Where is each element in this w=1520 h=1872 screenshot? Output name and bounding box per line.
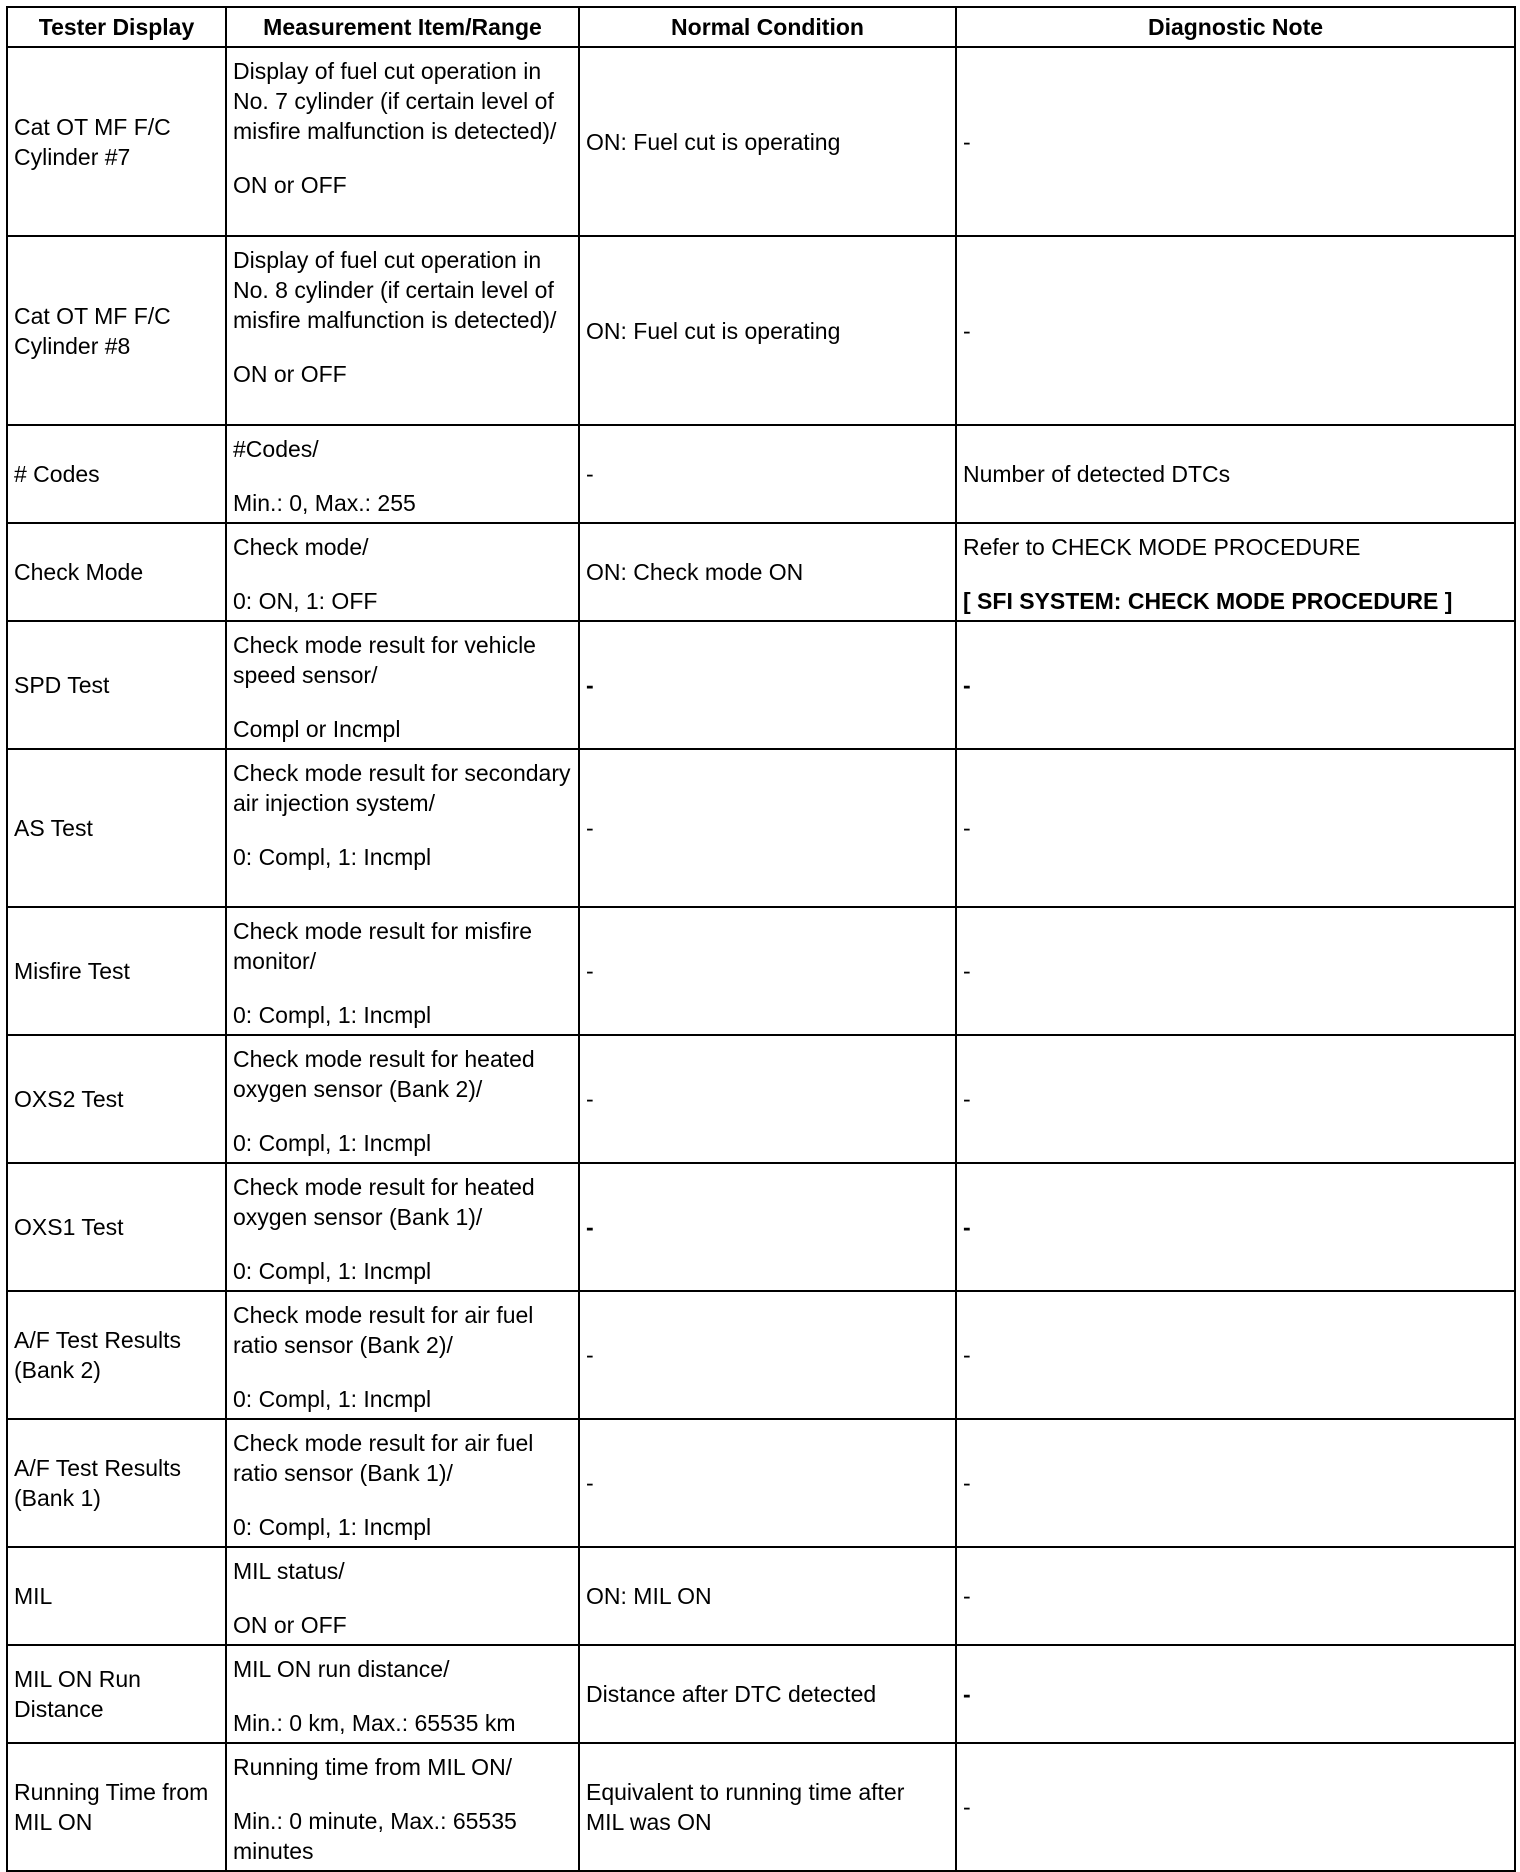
table-row [7,1419,1515,1547]
measurement-cell [226,1743,579,1871]
table-row [7,1163,1515,1291]
normal-condition-cell: - [579,1035,956,1163]
diagnostic-note-text: Refer to CHECK MODE PROCEDURE [963,534,1361,560]
diagnostic-note-cell: - [956,749,1515,907]
measurement-item: Check mode result for heated oxygen sensor (Bank 2)/ [233,1046,535,1102]
measurement-cell [226,1645,579,1743]
table-row [7,621,1515,749]
measurement-cell [226,425,579,523]
table-row [7,1291,1515,1419]
measurement-range: Compl or Incmpl [233,716,401,742]
table-row [7,907,1515,1035]
diagnostic-note-cell: - [956,236,1515,425]
measurement-item: MIL status/ [233,1558,345,1584]
tester-display-cell: MIL [7,1547,226,1645]
measurement-item: Display of fuel cut operation in No. 7 cylinder (if certain level of misfire malfunction is detected)/ [233,58,557,144]
measurement-range: 0: Compl, 1: Incmpl [233,1386,432,1412]
check-mode-procedure-link[interactable]: [ SFI SYSTEM: CHECK MODE PROCEDURE ] [963,588,1453,614]
measurement-range: 0: Compl, 1: Incmpl [233,1258,432,1284]
table-row [7,523,1515,621]
measurement-cell [226,523,579,621]
measurement-cell [226,1291,579,1419]
normal-condition-cell: - [579,749,956,907]
normal-condition-cell: - [579,1291,956,1419]
normal-condition-cell: Distance after DTC detected [579,1645,956,1743]
measurement-cell [226,1547,579,1645]
table-row [7,1547,1515,1645]
measurement-cell [226,1419,579,1547]
measurement-range: Min.: 0 minute, Max.: 65535 minutes [233,1808,517,1864]
measurement-cell [226,236,579,425]
diagnostic-note-cell [956,523,1515,621]
tester-display-cell: A/F Test Results (Bank 1) [7,1419,226,1547]
normal-condition-cell: - [579,621,956,749]
table-row [7,425,1515,523]
column-header-diagnostic-note: Diagnostic Note [956,7,1515,47]
tester-display-cell: Misfire Test [7,907,226,1035]
measurement-item: #Codes/ [233,436,319,462]
diagnostic-note-cell: - [956,1419,1515,1547]
table-row [7,47,1515,236]
measurement-range: ON or OFF [233,1612,347,1638]
tester-display-cell: A/F Test Results (Bank 2) [7,1291,226,1419]
normal-condition-cell: Equivalent to running time after MIL was ON [579,1743,956,1871]
tester-display-cell: MIL ON Run Distance [7,1645,226,1743]
measurement-range: 0: Compl, 1: Incmpl [233,1002,432,1028]
table-row [7,1035,1515,1163]
diagnostic-note-cell: - [956,1645,1515,1743]
measurement-item: MIL ON run distance/ [233,1656,450,1682]
measurement-range: 0: ON, 1: OFF [233,588,378,614]
tester-display-cell: # Codes [7,425,226,523]
column-header-tester-display: Tester Display [7,7,226,47]
column-header-normal-condition: Normal Condition [579,7,956,47]
diagnostic-note-cell: - [956,1547,1515,1645]
normal-condition-cell: - [579,907,956,1035]
measurement-range: ON or OFF [233,172,347,198]
normal-condition-cell: - [579,425,956,523]
diagnostic-note-cell: - [956,1743,1515,1871]
measurement-range: 0: Compl, 1: Incmpl [233,1130,432,1156]
table-row [7,1645,1515,1743]
table-row [7,236,1515,425]
measurement-range: Min.: 0 km, Max.: 65535 km [233,1710,516,1736]
diagnostic-note-cell: - [956,621,1515,749]
normal-condition-cell: - [579,1163,956,1291]
measurement-item: Check mode result for air fuel ratio sensor (Bank 2)/ [233,1302,534,1358]
measurement-cell [226,1163,579,1291]
measurement-range: ON or OFF [233,361,347,387]
data-list-table [6,6,1516,1872]
measurement-item: Check mode result for heated oxygen sensor (Bank 1)/ [233,1174,535,1230]
normal-condition-cell: ON: Fuel cut is operating [579,47,956,236]
measurement-range: 0: Compl, 1: Incmpl [233,844,432,870]
diagnostic-note-cell: - [956,1291,1515,1419]
tester-display-cell: SPD Test [7,621,226,749]
data-list-sheet [6,6,1514,1862]
tester-display-cell: OXS2 Test [7,1035,226,1163]
measurement-item: Running time from MIL ON/ [233,1754,513,1780]
measurement-cell [226,749,579,907]
measurement-cell [226,1035,579,1163]
measurement-item: Check mode result for misfire monitor/ [233,918,533,974]
normal-condition-cell: - [579,1419,956,1547]
column-header-measurement-item: Measurement Item/Range [226,7,579,47]
tester-display-cell: Check Mode [7,523,226,621]
measurement-range: Min.: 0, Max.: 255 [233,490,416,516]
table-row [7,1743,1515,1871]
normal-condition-cell: ON: Check mode ON [579,523,956,621]
tester-display-cell: Running Time from MIL ON [7,1743,226,1871]
measurement-item: Check mode result for secondary air injection system/ [233,760,571,816]
table-row [7,749,1515,907]
measurement-item: Check mode result for vehicle speed sensor/ [233,632,536,688]
tester-display-cell: OXS1 Test [7,1163,226,1291]
measurement-cell [226,907,579,1035]
tester-display-cell: Cat OT MF F/C Cylinder #7 [7,47,226,236]
normal-condition-cell: ON: MIL ON [579,1547,956,1645]
measurement-item: Check mode result for air fuel ratio sensor (Bank 1)/ [233,1430,534,1486]
diagnostic-note-cell: - [956,907,1515,1035]
measurement-item: Check mode/ [233,534,369,560]
normal-condition-cell: ON: Fuel cut is operating [579,236,956,425]
measurement-range: 0: Compl, 1: Incmpl [233,1514,432,1540]
tester-display-cell: AS Test [7,749,226,907]
diagnostic-note-cell: - [956,47,1515,236]
tester-display-cell: Cat OT MF F/C Cylinder #8 [7,236,226,425]
diagnostic-note-cell: - [956,1163,1515,1291]
measurement-cell [226,621,579,749]
measurement-cell [226,47,579,236]
header-row [7,7,1515,47]
diagnostic-note-cell: - [956,1035,1515,1163]
measurement-item: Display of fuel cut operation in No. 8 cylinder (if certain level of misfire malfunction is detected)/ [233,247,557,333]
diagnostic-note-cell: Number of detected DTCs [956,425,1515,523]
